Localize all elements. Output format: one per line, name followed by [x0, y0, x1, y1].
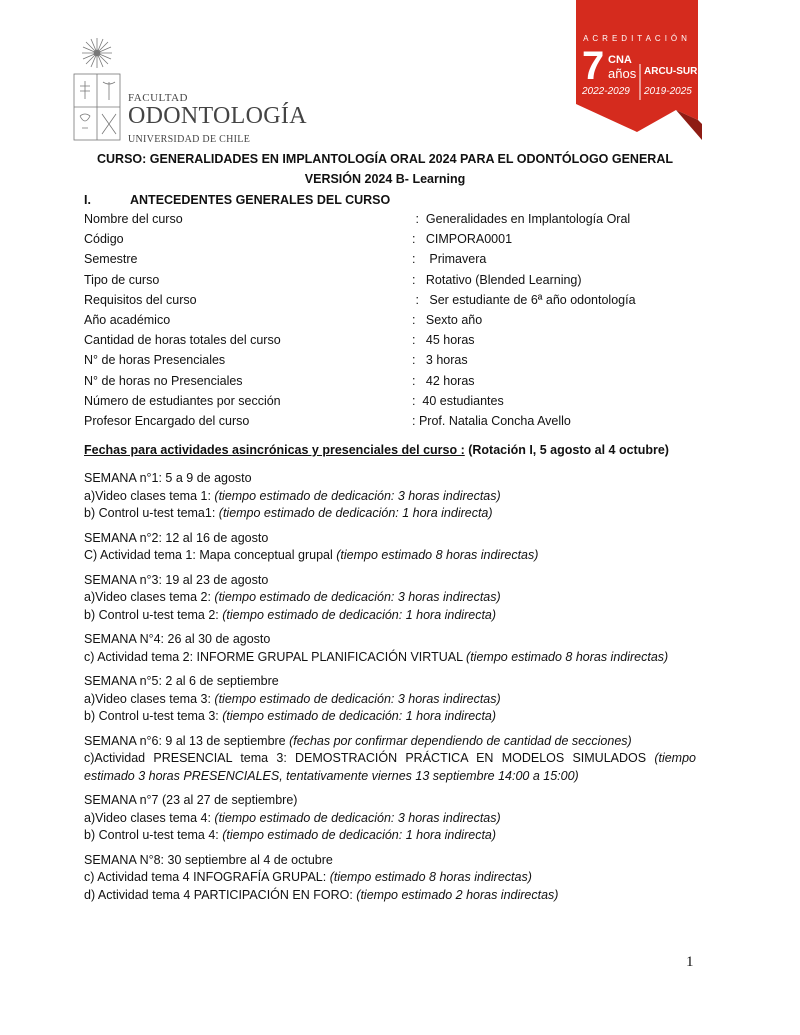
week-item [84, 750, 696, 785]
info-value: : 3 horas [412, 353, 468, 368]
university-name: UNIVERSIDAD DE CHILE [128, 134, 251, 145]
item-text: b) Control u-test tema 3: [84, 709, 223, 723]
info-row [84, 374, 684, 394]
info-label: Código [84, 232, 124, 247]
info-value: : Primavera [412, 252, 487, 267]
week-item [84, 691, 696, 709]
item-text: b) Control u-test tema 4: [84, 828, 223, 842]
faculty-name: ODONTOLOGÍA [128, 103, 307, 129]
info-label: N° de horas no Presenciales [84, 373, 243, 388]
item-time: (tiempo estimado de dedicación: 1 hora indirecta) [222, 709, 497, 723]
dates-heading [84, 443, 669, 457]
info-row [84, 414, 684, 434]
item-text: a)Video clases tema 4: [84, 810, 215, 825]
week-title: SEMANA N°4: 26 al 30 de agosto [84, 632, 271, 646]
week-item [84, 505, 696, 523]
info-label: Profesor Encargado del curso [84, 413, 250, 428]
info-row [84, 313, 684, 333]
info-value: : Rotativo (Blended Learning) [412, 272, 582, 287]
item-time: (tiempo estimado de dedicación: 3 horas indirectas) [214, 590, 501, 604]
item-text: a)Video clases tema 2: [84, 590, 215, 604]
item-text: c)Actividad PRESENCIAL tema 3: DEMOSTRACIÓN PRÁCTICA EN MODELOS SIMULADOS [84, 751, 655, 765]
week-block [84, 733, 696, 786]
course-info-table [84, 212, 684, 434]
university-emblem-icon [72, 36, 122, 142]
week-block [84, 470, 696, 523]
week-title: SEMANA n°2: 12 al 16 de agosto [84, 530, 269, 545]
week-item [84, 869, 696, 887]
course-version: VERSIÓN 2024 B- Learning [304, 172, 466, 186]
cna-label: CNA [608, 54, 632, 66]
week-block [84, 631, 696, 666]
weekly-schedule [84, 470, 696, 911]
item-text: b) Control u-test tema1: [84, 506, 219, 520]
section-number: I. [84, 193, 91, 207]
info-row [84, 232, 684, 252]
item-time: (tiempo estimado de dedicación: 3 horas indirectas) [214, 488, 501, 503]
info-value: : Generalidades en Implantología Oral [412, 212, 631, 226]
accreditation-ribbon [576, 0, 702, 140]
item-time: (tiempo estimado de dedicación: 1 hora indirecta) [218, 506, 493, 520]
faculty-logo [72, 36, 307, 146]
week-item [84, 607, 696, 625]
item-time: (tiempo estimado de dedicación: 3 horas indirectas) [214, 691, 501, 706]
week-block [84, 572, 696, 625]
item-text: a)Video clases tema 1: [84, 488, 215, 503]
week-title: SEMANA n°3: 19 al 23 de agosto [84, 572, 269, 587]
dates-heading-rotation: (Rotación I, 5 agosto al 4 octubre) [464, 443, 669, 457]
info-label: Número de estudiantes por sección [84, 393, 281, 408]
info-label: Año académico [84, 312, 171, 327]
item-time: (tiempo estimado 2 horas indirectas) [356, 887, 559, 902]
faculty-label: FACULTAD [128, 92, 188, 104]
accreditation-label: ACREDITACIÓN [583, 34, 691, 43]
accreditation-years: 7 [582, 44, 605, 88]
item-time: (tiempo estimado 3 horas PRESENCIALES, tentativamente viernes 13 septiembre 14:00 a 15:00) [84, 751, 696, 783]
week-item [84, 827, 696, 845]
section-heading [84, 193, 390, 207]
item-text: d) Actividad tema 4 PARTICIPACIÓN EN FORO: [84, 887, 357, 902]
week-title [84, 733, 696, 751]
week-item [84, 589, 696, 607]
week-title: SEMANA n°5: 2 al 6 de septiembre [84, 674, 279, 688]
week-block [84, 852, 696, 905]
info-row [84, 273, 684, 293]
week-item [84, 649, 696, 667]
info-value: : Ser estudiante de 6ª año odontología [412, 292, 636, 307]
page-number: 1 [686, 954, 694, 970]
dates-heading-underlined: Fechas para actividades asincrónicas y presenciales del curso : [84, 443, 465, 457]
item-time: (tiempo estimado 8 horas indirectas) [466, 649, 669, 664]
arcu-period: 2019-2025 [644, 86, 692, 97]
week-title-text: SEMANA n°6: 9 al 13 de septiembre [84, 733, 290, 748]
info-row [84, 293, 684, 313]
week-item [84, 810, 696, 828]
item-text: c) Actividad tema 2: INFORME GRUPAL PLANIFICACIÓN VIRTUAL [84, 649, 467, 664]
week-item [84, 887, 696, 905]
week-block [84, 530, 696, 565]
course-title: CURSO: GENERALIDADES EN IMPLANTOLOGÍA ORAL 2024 PARA EL ODONTÓLOGO GENERAL [97, 152, 673, 166]
info-value: : 42 horas [412, 373, 475, 388]
item-text: a)Video clases tema 3: [84, 691, 215, 706]
week-item [84, 547, 696, 565]
item-time: (tiempo estimado de dedicación: 1 hora indirecta) [222, 607, 497, 622]
week-block [84, 673, 696, 726]
item-text: c) Actividad tema 4 INFOGRAFÍA GRUPAL: [84, 870, 330, 884]
info-value: : 40 estudiantes [412, 393, 504, 408]
info-label: Nombre del curso [84, 212, 183, 226]
section-title: ANTECEDENTES GENERALES DEL CURSO [130, 193, 391, 207]
item-text: C) Actividad tema 1: Mapa conceptual grupal [84, 548, 337, 562]
item-time: (tiempo estimado 8 horas indirectas) [329, 870, 532, 884]
week-block [84, 792, 696, 845]
info-label: Requisitos del curso [84, 292, 197, 307]
item-text: b) Control u-test tema 2: [84, 607, 223, 622]
info-label: Tipo de curso [84, 272, 160, 287]
week-title-note: (fechas por confirmar dependiendo de cantidad de secciones) [289, 733, 632, 748]
week-title: SEMANA n°1: 5 a 9 de agosto [84, 471, 252, 485]
info-row [84, 353, 684, 373]
info-row [84, 212, 684, 232]
info-row [84, 252, 684, 272]
info-label: Cantidad de horas totales del curso [84, 333, 281, 348]
info-value: : CIMPORA0001 [412, 232, 513, 247]
item-time: (tiempo estimado de dedicación: 1 hora indirecta) [222, 828, 497, 842]
item-time: (tiempo estimado de dedicación: 3 horas indirectas) [214, 810, 501, 825]
week-title: SEMANA n°7 (23 al 27 de septiembre) [84, 793, 298, 807]
info-label: N° de horas Presenciales [84, 353, 226, 368]
info-value: : Prof. Natalia Concha Avello [412, 413, 571, 428]
info-row [84, 394, 684, 414]
info-label: Semestre [84, 252, 138, 267]
week-item [84, 488, 696, 506]
item-time: (tiempo estimado 8 horas indirectas) [336, 548, 539, 562]
info-row [84, 333, 684, 353]
anos-label: años [608, 66, 637, 81]
cna-period: 2022-2029 [582, 86, 630, 97]
week-item [84, 708, 696, 726]
week-title: SEMANA N°8: 30 septiembre al 4 de octubre [84, 852, 333, 867]
info-value: : Sexto año [412, 312, 483, 327]
info-value: : 45 horas [412, 333, 475, 348]
arcu-label: ARCU-SUR [644, 66, 698, 77]
